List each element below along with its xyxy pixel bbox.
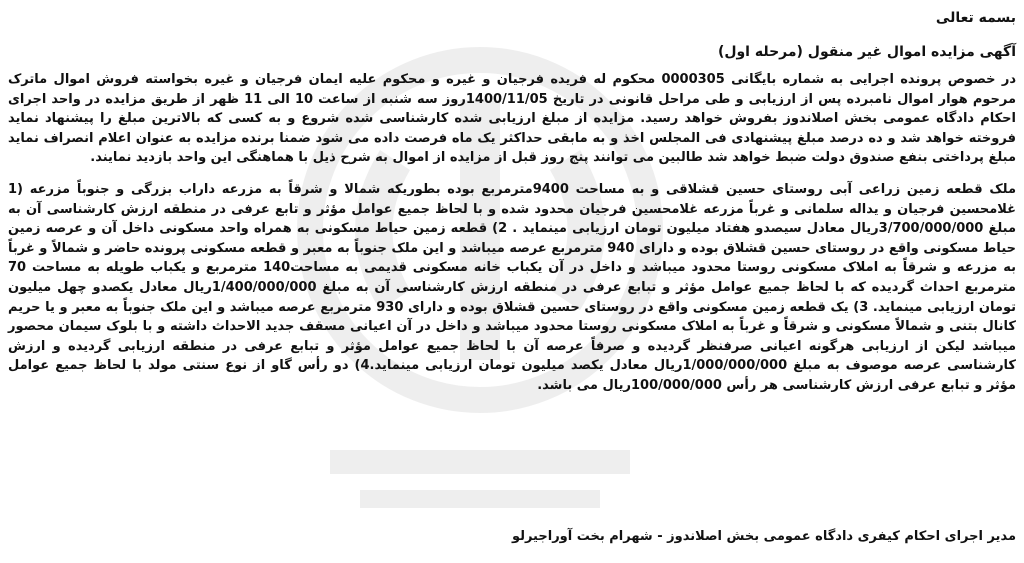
notice-title: آگهی مزایده اموال غیر منقول (مرحله اول): [717, 44, 1016, 60]
property-list-paragraph: ملک قطعه زمین زراعی آبی روستای حسین قشلاقی و به مساحت 9400مترمربع بوده بطوریکه شمالا و شرقاً به مزرعه داراب بزرگی و جنوباً مزرعه (1 غلامحسین فرجیان و یداله سلمانی و غرباً مزرعه غلامحسین فرجیان محدود شده و با لحاظ جمیع عوامل مؤثر و تابع عرفی در منطقه ارزش کارشناسی آن به مبلغ 3/700/000/000ریال معادل سیصدو هفتاد میلیون تومان ارزیابی مینماید . 2) قطعه زمین حیاط مسکونی به همراه واحد مسکونی داخل آن و عرصه زمین حیاط مسکونی واقع در روستای حسین قشلاق بوده و دارای 940 مترمربع عرصه میباشد و این ملک جنوباً به معبر و قطعه مسکونی پرونده حاضر و شمالاً و غرباً به مزرعه و شرقاً به املاک مسکونی روستا محدود میباشد و داخل در آن یکباب خانه مسکونی قدیمی به مساحت140 مترمربع و یکباب طویله به مساحت 70 مترمربع احداث گردیده که با لحاظ جمیع عوامل مؤثر و تبابع عرفی در منطقه ارزش کارشناسی آن به مبلغ 1/400/000/000ریال معادل یکصدو چهل میلیون تومان ارزیابی مینماید. 3) یک قطعه زمین مسکونی واقع در روستای حسین قشلاق بوده و دارای 930 مترمربع عرصه میباشد و این ملک جنوباً به معبر و یا حریم کانال بتنی و شمالاً مسکونی و شرقاً و غرباً به املاک مسکونی روستا محدود میباشد و داخل در آن اعیانی مسقف جدید الاحداث داشته و با بلوک سیمان محصور میباشد لیکن از ارزیابی هرگونه اعیانی صرفنظر گردیده و صرفاً عرصه آن با لحاظ جمیع عوامل مؤثر و تبابع عرفی در منطقه ارزیابی گردیده و ارزش کارشناسی عرصه موصوف به مبلغ 1/000/000/000ریال معادل یکصد میلیون تومان ارزیابی مینماید.4) دو رأس گاو از نوع سنتی مولد با لحاظ جمیع عوامل مؤثر و تبابع عرفی ارزش کارشناسی هر رأس 100/000/000ریال می باشد.: [8, 181, 1017, 393]
intro-paragraph: در خصوص پرونده اجرایی به شماره بایگانی 0000305 محکوم له فریده فرجیان و غیره و محکوم علیه ایمان فرجیان و غیره بخواسته فروش اموال ماترک مرحوم هوار اموال نامبرده پس از ارزیابی و طی مراحل قانونی در تاریخ 1400/11/05روز سه شنبه از ساعت 10 الی 11 ظهر از طریق مزایده در واحد اجرای احکام دادگاه عمومی بخش اصلاندوز بفروش خواهد رسید. مزایده از مبلغ ارزیابی شده کارشناسی شده شروع و به کسی که بالاترین مبلغ را پیشنهاد نماید فروخته خواهد شد و ده درصد مبلغ پیشنهادی فی المجلس اخذ و به مابقی حداکثر یک ماه فرصت داده می شود ضمنا برنده مزایده به عنوان اعلام انصراف نماید مبلغ پرداختی بنفع صندوق دولت ضبط خواهد شد طالبین می توانند پنج روز قبل از مزایده از اموال به شرح ذیل با هماهنگی این واحد بازدید نمایند.: [8, 72, 1017, 166]
signature-line: مدیر اجرای احکام کیفری دادگاه عمومی بخش اصلاندوز - شهرام بخت آوراجیرلو: [511, 529, 1016, 544]
basmala-heading: بسمه تعالی: [935, 10, 1016, 26]
